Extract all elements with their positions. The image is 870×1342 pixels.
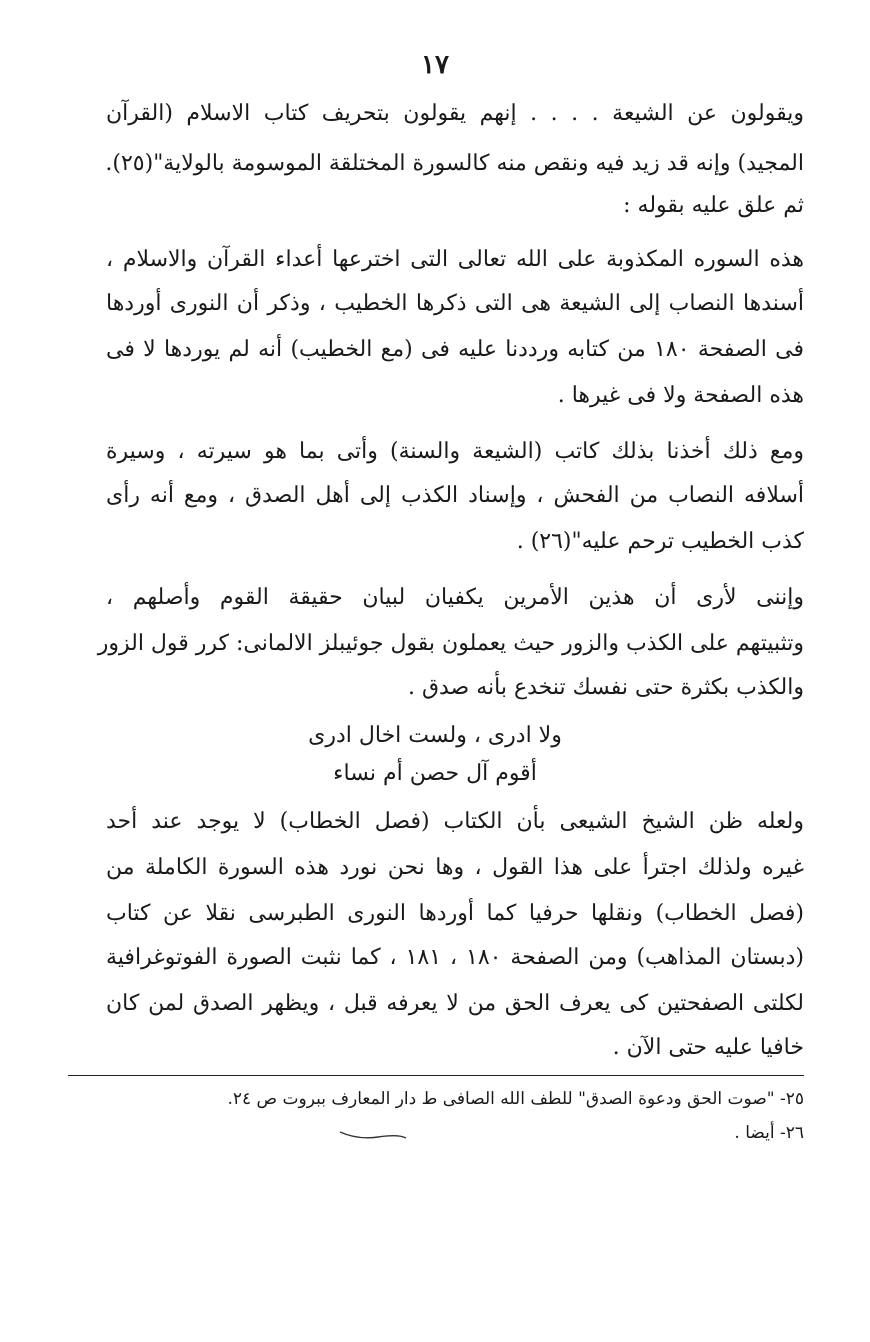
poem-verse-line: أقوم آل حصن أم نساء: [333, 761, 537, 786]
body-line: ثم علق عليه بقوله :: [623, 193, 804, 218]
footnote: ٢٦- أيضا .: [734, 1123, 804, 1143]
footnote: ٢٥- "صوت الحق ودعوة الصدق" للطف الله الصافى ط دار المعارف ببروت ص ٢٤.: [227, 1089, 804, 1109]
body-line: المجيد) وإنه قد زيد فيه ونقص منه كالسورة المختلقة الموسومة بالولاية"(٢٥).: [105, 151, 804, 176]
poem-verse-line: ولا ادرى ، ولست اخال ادرى: [308, 723, 562, 748]
body-line: كذب الخطيب ترحم عليه"(٢٦) .: [516, 529, 804, 554]
body-line: خافيا عليه حتى الآن .: [612, 1035, 804, 1060]
body-line: أسلافه النصاب من الفحش ، وإسناد الكذب إلى أهل الصدق ، ومع أنه رأى: [106, 483, 804, 508]
body-line: فى الصفحة ١٨٠ من كتابه ورددنا عليه فى (مع الخطيب) أنه لم يوردها لا فى: [106, 337, 804, 362]
body-line: (فصل الخطاب) ونقلها حرفيا كما أوردها النورى الطبرسى نقلا عن كتاب: [106, 901, 805, 926]
body-line: والكذب بكثرة حتى نفسك تنخدع بأنه صدق .: [407, 675, 804, 700]
body-line: وإننى لأرى أن هذين الأمرين يكفيان لبيان حقيقة القوم وأصلهم ،: [106, 585, 804, 610]
body-line: هذه السوره المكذوبة على الله تعالى التى اخترعها أعداء القرآن والاسلام ،: [106, 247, 804, 272]
footnote-separator: [68, 1075, 804, 1076]
body-line: ولعله ظن الشيخ الشيعى بأن الكتاب (فصل الخطاب) لا يوجد عند أحد: [106, 809, 804, 834]
body-line: غيره ولذلك اجترأ على هذا القول ، وها نحن نورد هذه السورة الكاملة من: [106, 855, 804, 880]
body-line: لكلتى الصفحتين كى يعرف الحق من لا يعرفه قبل ، ويظهر الصدق لمن كان: [106, 991, 804, 1016]
ink-mark: [338, 1128, 408, 1142]
body-line: ومع ذلك أخذنا بذلك كاتب (الشيعة والسنة) وأتى بما هو سيرته ، وسيرة: [106, 439, 804, 464]
body-line: أسندها النصاب إلى الشيعة هى التى ذكرها الخطيب ، وذكر أن النورى أوردها: [106, 291, 804, 316]
page-number: ١٧: [421, 50, 449, 80]
body-line: هذه الصفحة ولا فى غيرها .: [557, 383, 804, 408]
body-line: (دبستان المذاهب) ومن الصفحة ١٨٠ ، ١٨١ ، كما نثبت الصورة الفوتوغرافية: [106, 945, 804, 970]
body-line: وتثبيتهم على الكذب والزور حيث يعملون بقول جوئيبلز الالمانى: كرر قول الزور: [97, 631, 804, 656]
body-line: ويقولون عن الشيعة . . . . إنهم يقولون بتحريف كتاب الاسلام (القرآن: [106, 101, 804, 126]
